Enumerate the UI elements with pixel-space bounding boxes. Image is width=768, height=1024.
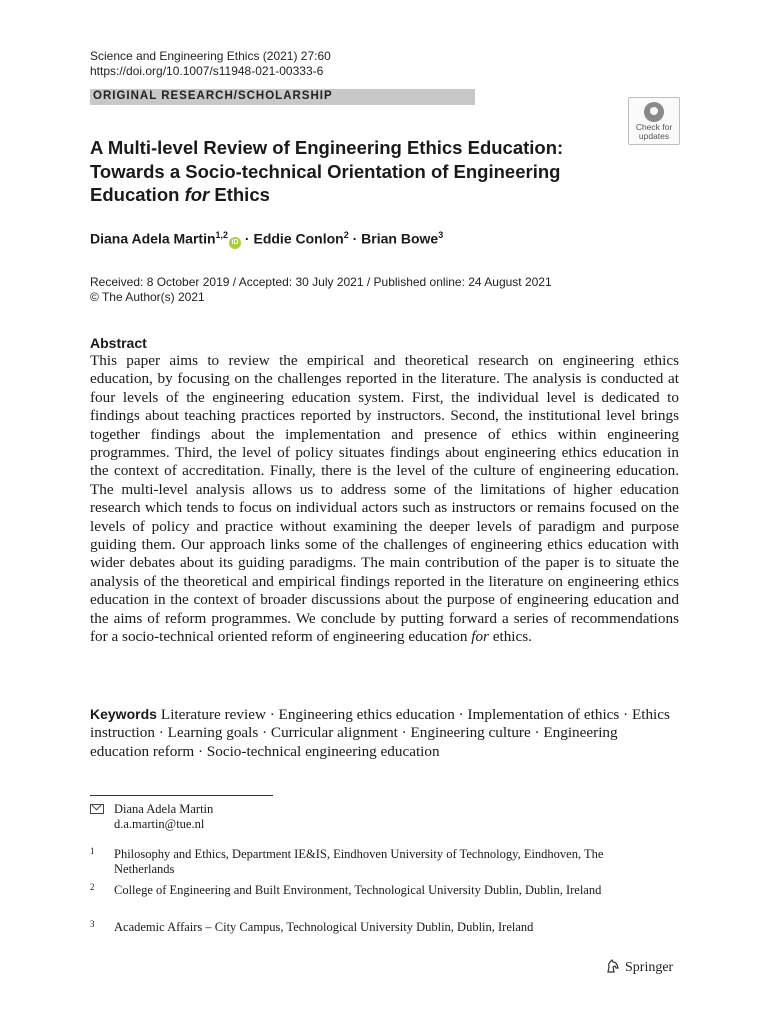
section-banner (90, 89, 475, 105)
author-list: Diana Adela Martin$^{1,2}$iD · Eddie Conlon$^2$ · Brian Bowe$^3$ (90, 230, 444, 247)
affiliation-2: 2 College of Engineering and Built Environment, Technological University Dublin, Dublin, Ireland (90, 882, 602, 897)
doi-link[interactable]: https://doi.org/10.1007/s11948-021-00333-6 (90, 64, 324, 78)
keywords-text: Literature review · Engineering ethics education · Implementation of ethics · Ethics instruction · Learning goals · Curricular alignment · Engineering culture · Engineering education reform · Socio-technical engineering education (90, 706, 670, 760)
author-name[interactable]: Eddie Conlon (253, 230, 344, 247)
author-name[interactable]: Brian Bowe (361, 230, 439, 247)
journal-citation: Science and Engineering Ethics (2021) 27:60 (90, 49, 331, 63)
corresponding-author: Diana Adela Martin (114, 802, 214, 816)
corresponding-email[interactable]: d.a.martin@tue.nl (114, 817, 205, 831)
affiliation-1: 1 Philosophy and Ethics, Department IE&IS, Eindhoven University of Technology, Eindhoven, The Netherlands (90, 846, 604, 876)
correspondence (90, 802, 213, 832)
publisher-name: Springer (625, 960, 674, 975)
copyright-line: © The Author(s) 2021 (90, 290, 205, 304)
author-name[interactable]: Diana Adela Martin (90, 230, 216, 247)
publisher-logo (605, 958, 673, 979)
springer-horse-icon (605, 958, 621, 979)
envelope-icon (90, 804, 104, 814)
check-badge-line-2: updates (638, 131, 670, 141)
article-title: A Multi-level Review of Engineering Ethics Education: Towards a Socio-technical Orientation of Engineering Education for Ethics (90, 137, 564, 205)
check-updates-icon (644, 102, 664, 122)
footnote-divider (90, 795, 273, 796)
check-for-updates-badge[interactable] (628, 97, 680, 145)
abstract-text: This paper aims to review the empirical and theoretical research on engineering ethics education, by focusing on the challenges reported in the literature. The analysis is conducted at four levels of the engineering education system. First, the individual level is dedicated to findings about teaching practices reported by instructors. Second, the institutional level brings together findings about the implementation and presence of ethics within engineering programmes. Third, the level of policy situates findings about engineering ethics education in the context of accreditation. Finally, there is the level of the culture of engineering education. The multi-level analysis allows us to address some of the limitations of higher education research which tends to focus on individual actors such as instructors or remains focused on the levels of policy and practice without examining the deeper levels of paradigm and purpose guiding them. Our approach links some of the challenges of engineering ethics education with wider debates about its guiding paradigms. The main contribution of the paper is to situate the analysis of the theoretical and empirical findings reported in the literature on engineering ethics education in the context of broader discussions about the purpose of engineering education and the aims of reform programmes. We conclude by putting forward a series of recommendations for a socio-technical oriented reform of engineering education for ethics. (90, 352, 679, 646)
publication-dates: Received: 8 October 2019 / Accepted: 30 July 2021 / Published online: 24 August 2021 (90, 275, 552, 289)
affiliation-3: 3 Academic Affairs – City Campus, Technological University Dublin, Dublin, Ireland (90, 919, 534, 934)
author-affil-ref: 3 (438, 230, 444, 240)
orcid-icon[interactable]: iD (229, 237, 241, 249)
check-badge-line-1: Check for (635, 122, 673, 132)
author-affil-ref: 2 (343, 230, 349, 240)
abstract-heading: Abstract (90, 335, 147, 351)
section-label: ORIGINAL RESEARCH/SCHOLARSHIP (93, 90, 333, 102)
keywords-block (90, 705, 679, 761)
author-affil-ref: 1,2 (215, 230, 229, 240)
keywords-heading: Keywords (90, 706, 157, 722)
